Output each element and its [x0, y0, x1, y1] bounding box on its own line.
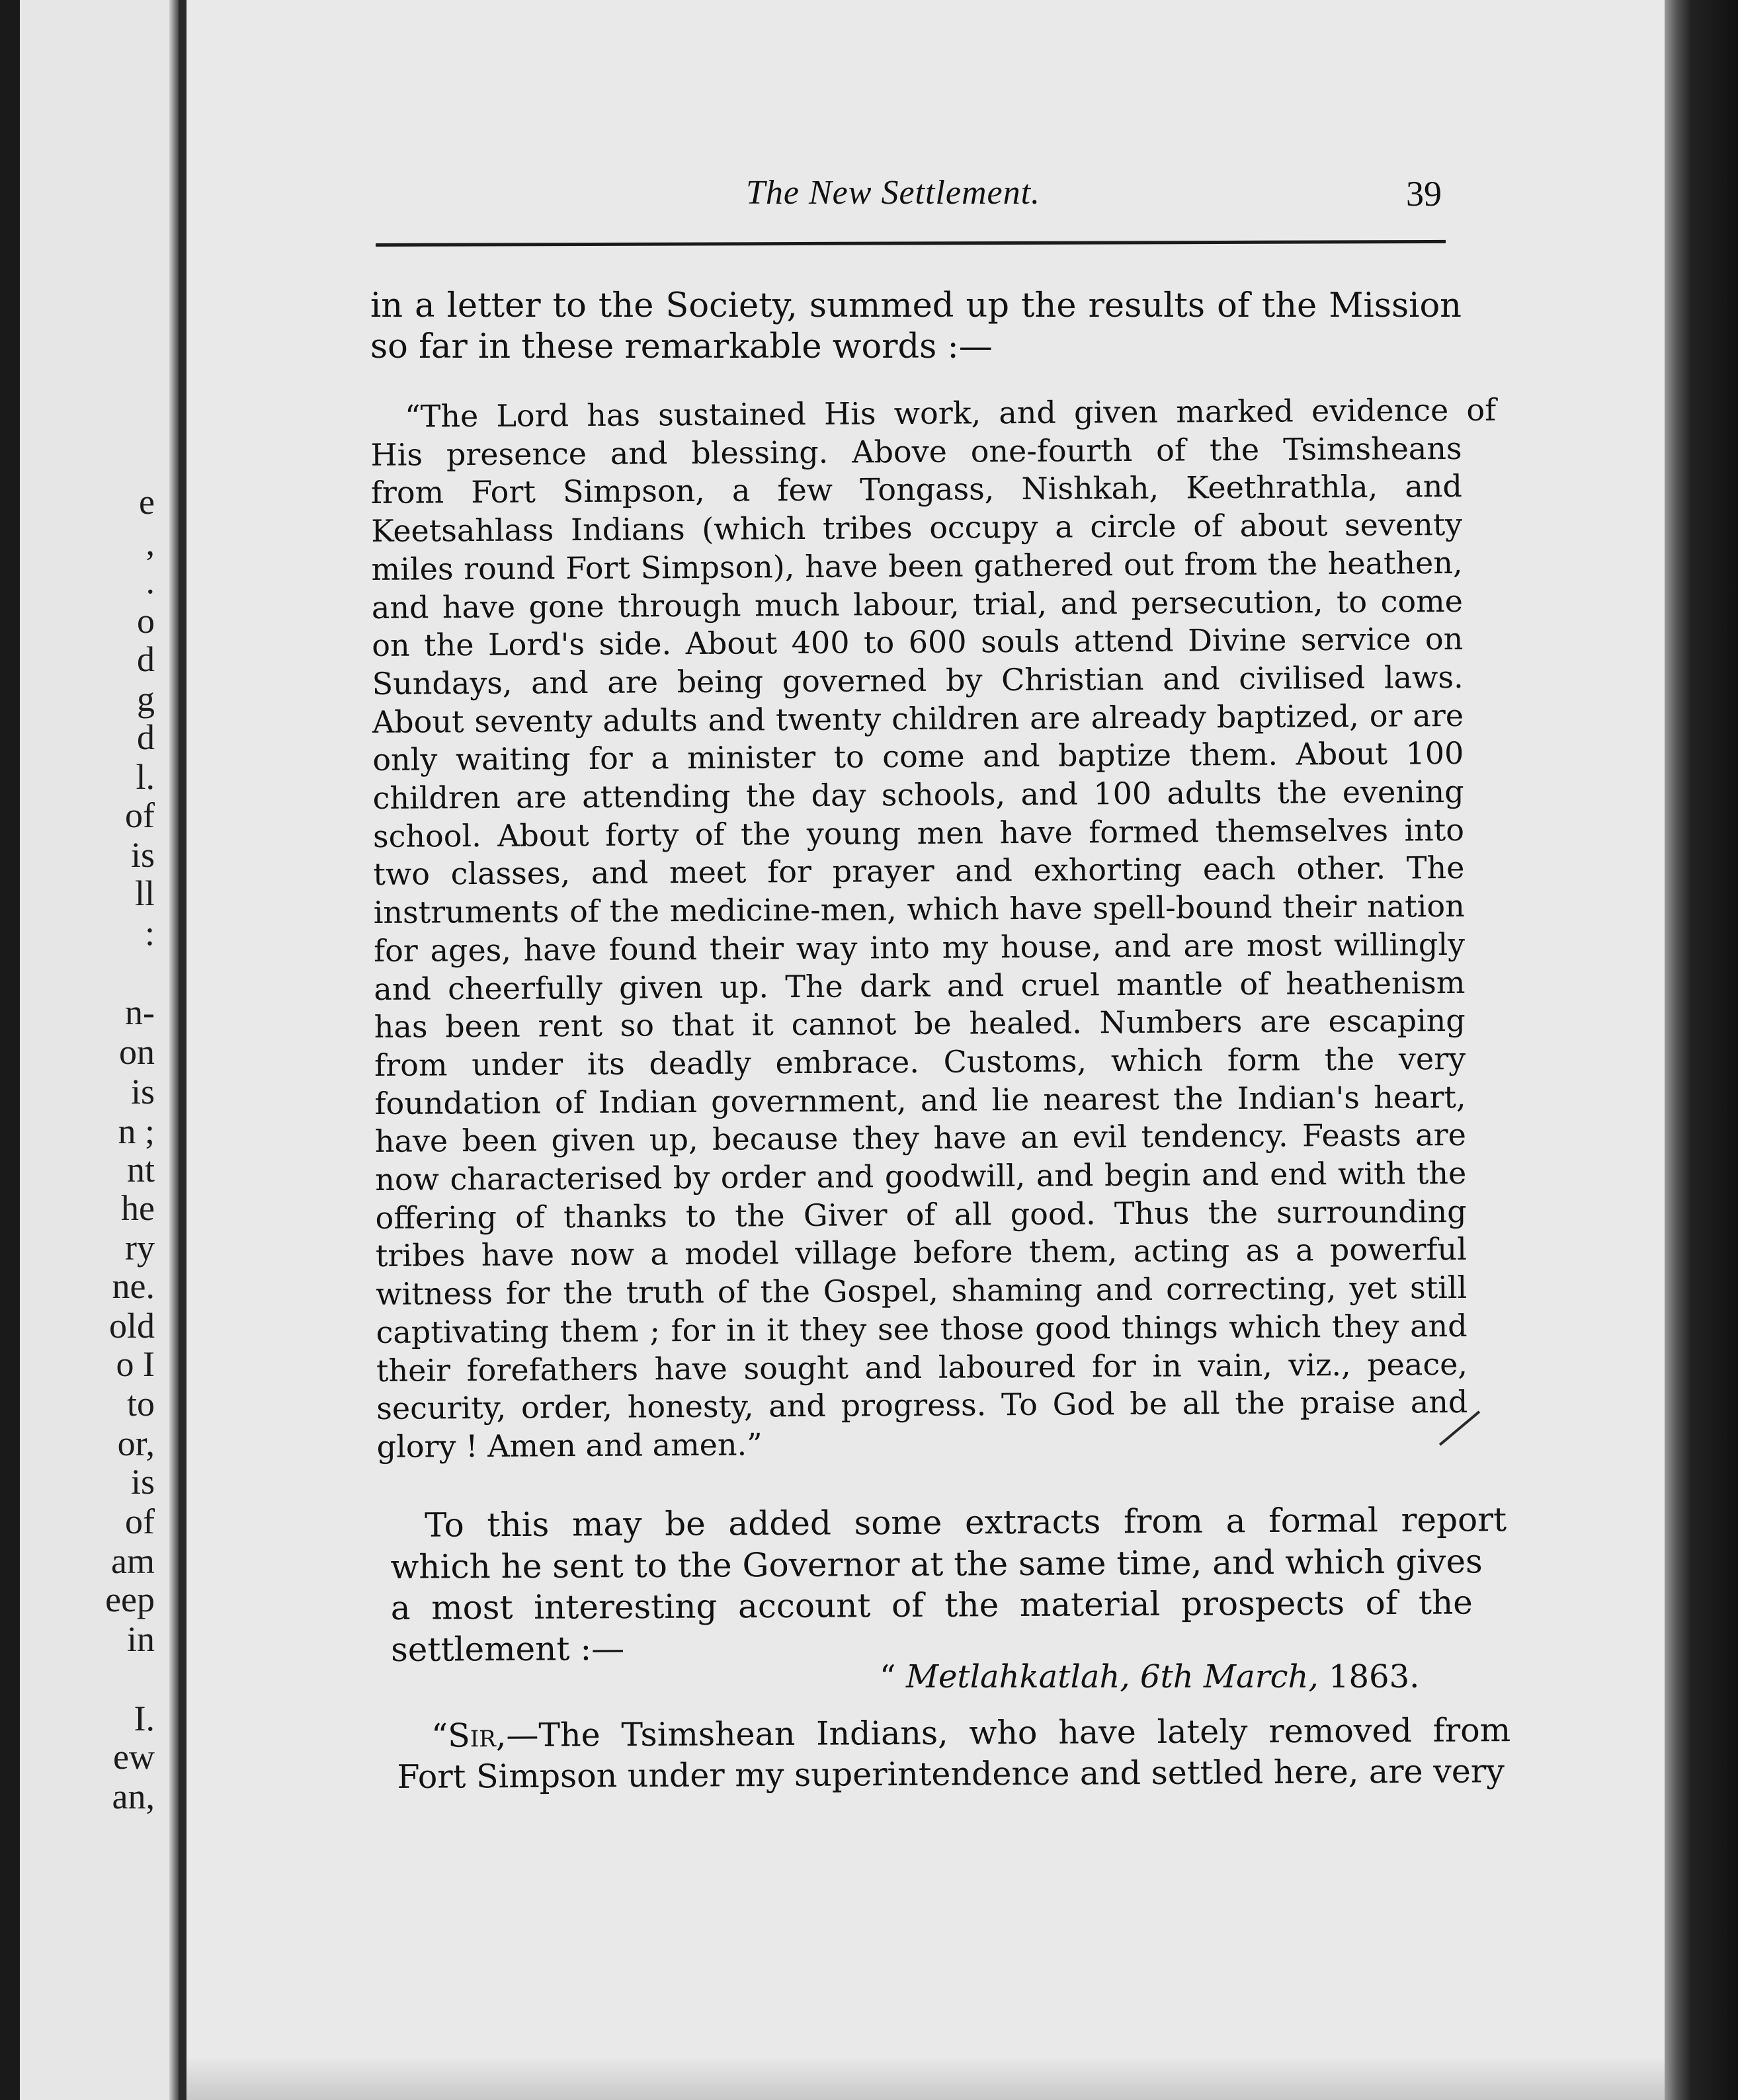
facing-page-fragment: in: [126, 1619, 155, 1659]
quote-line: miles round Fort Simpson), have been gathered out from the heathen,: [371, 544, 1463, 587]
quote-line: on the Lord's side. About 400 to 600 souls attend Divine service on: [372, 621, 1464, 664]
quote-line: security, order, honesty, and progress. To God be all the praise and: [376, 1384, 1468, 1427]
facing-page: [20, 0, 179, 2100]
quote-line: captivating them ; for in it they see those good things which they and: [376, 1307, 1468, 1350]
page-bottom-shade: [186, 2056, 1665, 2100]
quote-line: and cheerfully given up. The dark and cruel mantle of heathenism: [374, 964, 1466, 1007]
page-edge-shadow: [1665, 0, 1738, 2100]
facing-page-fragment: l.: [136, 757, 155, 797]
text-line: so far in these remarkable words :—: [370, 327, 993, 366]
letter-salutation: “Sir,: [431, 1716, 507, 1755]
facing-page-fragment: d: [137, 639, 155, 679]
dateline-year: 1863.: [1328, 1658, 1420, 1695]
facing-page-fragment: ew: [113, 1737, 155, 1777]
facing-page-fragment: n-: [125, 992, 155, 1032]
facing-page-fragment: an,: [112, 1777, 155, 1816]
gutter-shadow: [169, 0, 179, 2100]
facing-page-fragment: eep: [105, 1580, 155, 1619]
facing-page-fragment: on: [119, 1032, 155, 1072]
quote-line: school. About forty of the young men have formed themselves into: [372, 811, 1465, 854]
book-spine: [179, 0, 186, 2100]
facing-page-fragment: d: [137, 717, 155, 757]
letter-second-line: Fort Simpson under my superintendence and settled here, are very: [397, 1752, 1505, 1796]
facing-page-fragment: n ;: [118, 1111, 155, 1151]
facing-page-fragment: is: [130, 1462, 155, 1502]
follow-paragraph: [390, 1499, 1507, 1670]
quote-line: Keetsahlass Indians (which tribes occupy a circle of about seventy: [371, 506, 1463, 549]
text-line: settlement :—: [390, 1629, 625, 1669]
quote-line: two classes, and meet for prayer and exhorting each other. The: [373, 850, 1465, 893]
facing-page-fragment: am: [111, 1541, 155, 1581]
dateline-quote-mark: “: [880, 1658, 896, 1695]
text-line: which he sent to the Governor at the same time, and which gives: [390, 1541, 1483, 1586]
text-line: a most interesting account of the material prospects of the: [390, 1583, 1473, 1627]
quote-line: only waiting for a minister to come and baptize them. About 100: [372, 735, 1464, 778]
facing-page-fragment: ry: [125, 1228, 155, 1268]
quote-line: children are attending the day schools, and 100 adults the evening: [372, 773, 1464, 817]
facing-page-fragment: ne.: [112, 1266, 155, 1306]
facing-page-fragment: is: [130, 835, 155, 875]
letter-body: [397, 1710, 1511, 1798]
quote-line: Sundays, and are being governed by Christian and civilised laws.: [372, 659, 1464, 702]
quote-line: “The Lord has sustained His work, and given marked evidence of: [405, 391, 1497, 434]
facing-page-fragment: I.: [134, 1699, 155, 1738]
quote-line: His presence and blessing. Above one-fourth of the Tsimsheans: [370, 430, 1462, 473]
facing-page-fragment: ll: [134, 873, 155, 913]
facing-page-fragment: is: [130, 1072, 155, 1111]
intro-paragraph: [370, 286, 1462, 368]
scan-background-left: [0, 0, 20, 2100]
facing-page-fragment: he: [121, 1188, 155, 1228]
quote-line: for ages, have found their way into my house, and are most willingly: [373, 926, 1466, 969]
quoted-passage: [370, 391, 1497, 1467]
facing-page-fragment: or,: [117, 1424, 155, 1463]
letter-first-line-text: —The Tsimshean Indians, who have lately removed from: [506, 1711, 1511, 1755]
facing-page-fragment: ,: [145, 523, 155, 563]
facing-page-fragment: of: [125, 795, 155, 835]
quote-line: their forefathers have sought and laboured for in vain, viz., peace,: [376, 1346, 1468, 1389]
quote-line: offering of thanks to the Giver of all good. Thus the surrounding: [375, 1193, 1467, 1236]
text-line: To this may be added some extracts from a formal report: [425, 1500, 1507, 1545]
quote-line: instruments of the medicine-men, which have spell-bound their nation: [373, 888, 1465, 931]
letter-dateline: [880, 1658, 1419, 1695]
quote-line: witness for the truth of the Gospel, shaming and correcting, yet still: [376, 1270, 1468, 1312]
page-number: 39: [1406, 174, 1442, 214]
facing-page-fragment: e: [139, 482, 155, 522]
facing-page-fragment: old: [108, 1306, 155, 1346]
facing-page-fragment: :: [144, 913, 155, 953]
quote-line: now characterised by order and goodwill, and begin and end with the: [375, 1154, 1467, 1198]
quote-line: has been rent so that it cannot be healed. Numbers are escaping: [374, 1002, 1466, 1045]
text-line: in a letter to the Society, summed up the results of the Mission: [370, 286, 1462, 325]
dateline-place-date: Metlahkatlah, 6th March,: [905, 1658, 1319, 1695]
facing-page-fragment: .: [145, 561, 155, 601]
facing-page-fragment: nt: [126, 1150, 155, 1190]
quote-line: foundation of Indian government, and lie nearest the Indian's heart,: [374, 1078, 1466, 1121]
quote-line: have been given up, because they have an evil tendency. Feasts are: [374, 1117, 1467, 1160]
facing-page-fragment: of: [125, 1502, 155, 1541]
facing-page-fragment: o I: [116, 1344, 155, 1384]
facing-page-fragment: g: [137, 679, 155, 719]
facing-page-fragment: o: [137, 601, 155, 641]
quote-line: from Fort Simpson, a few Tongass, Nishkah, Keethrathla, and: [370, 468, 1463, 511]
quote-line: and have gone through much labour, trial, and persecution, to come: [371, 583, 1464, 626]
facing-page-fragment: to: [126, 1384, 155, 1424]
letter-first-line: [397, 1710, 1510, 1757]
quote-line: tribes have now a model village before them, acting as a powerful: [375, 1231, 1468, 1274]
quote-line: from under its deadly embrace. Customs, which form the very: [374, 1040, 1466, 1083]
quote-line: glory ! Amen and amen.”: [376, 1426, 763, 1465]
running-head: The New Settlement.: [746, 174, 1041, 212]
quote-line: About seventy adults and twenty children are already baptized, or are: [372, 697, 1464, 740]
